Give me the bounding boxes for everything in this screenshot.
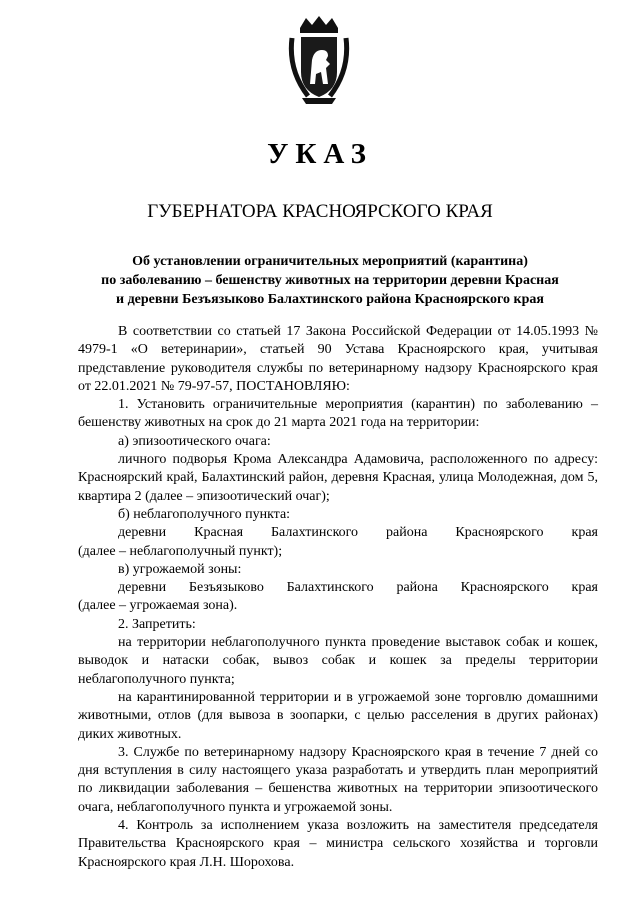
decree-body — [78, 323, 598, 872]
clause-1c-label: в) угрожаемой зоны: — [118, 561, 242, 577]
clause-3: 3. Службе по ветеринарному надзору Красноярского края в течение 7 дней со дня вступления в силу настоящего указа разработать и утвердить план мероприятий по ликвидации заболевания – бешенства животных на территории эпизоотического очага, неблагополучного пункта и угрожаемой зоны. — [78, 744, 598, 815]
decree-title: УКАЗ — [267, 138, 373, 170]
coat-of-arms-emblem — [286, 14, 352, 106]
clause-1a-text: личного подворья Крома Александра Адамовича, расположенного по адресу: Красноярский край, Балахтинский район, деревня Красная, улица Молодежная, дом 5, квартира 2 (далее – эпизоотический очаг); — [78, 452, 598, 504]
clause-2-item-2: на карантинированной территории и в угрожаемой зоне торговлю домашними животными, отлов (для вывоза в зоопарки, с целью расселения в других районах) диких животных. — [78, 689, 598, 742]
preamble-paragraph: В соответствии со статьей 17 Закона Российской Федерации от 14.05.1993 № 4979-1 «О ветеринарии», статьей 90 Устава Красноярского края, учитывая представление руководителя службы по ветеринарному надзору Красноярского края от 22.01.2021 № 79-97-57, ПОСТАНОВЛЯЮ: — [78, 324, 598, 394]
clause-1: 1. Установить ограничительные мероприятия (карантин) по заболеванию – бешенству животных на срок до 21 марта 2021 года на территории: — [78, 397, 598, 431]
clause-1b-note: (далее – неблагополучный пункт); — [78, 543, 283, 559]
issuer-subtitle: ГУБЕРНАТОРА КРАСНОЯРСКОГО КРАЯ — [147, 201, 493, 222]
clause-1a-label: а) эпизоотического очага: — [118, 433, 271, 449]
clause-2: 2. Запретить: — [118, 616, 196, 632]
heading-line: Об установлении ограничительных мероприятий (карантина) — [132, 254, 528, 269]
clause-2-item-1: на территории неблагополучного пункта проведение выставок собак и кошек, выводок и натаски собак, вывоз собак и кошек за пределы территории неблагополучного пункта; — [78, 635, 598, 687]
clause-1b-text: деревни Красная Балахтинского района Красноярского края — [118, 525, 598, 541]
heading-line: и деревни Безъязыково Балахтинского района Красноярского края — [116, 292, 544, 307]
heading-line: по заболеванию – бешенству животных на территории деревни Красная — [101, 273, 559, 288]
clause-4: 4. Контроль за исполнением указа возложить на заместителя председателя Правительства Красноярского края – министра сельского хозяйства и торговли Красноярского края Л.Н. Шорохова. — [78, 818, 598, 870]
clause-1c-note: (далее – угрожаемая зона). — [78, 598, 238, 614]
decree-heading — [60, 252, 600, 309]
clause-1b-label: б) неблагополучного пункта: — [118, 506, 291, 522]
clause-1c-text: деревни Безъязыково Балахтинского района Красноярского края — [118, 580, 598, 596]
